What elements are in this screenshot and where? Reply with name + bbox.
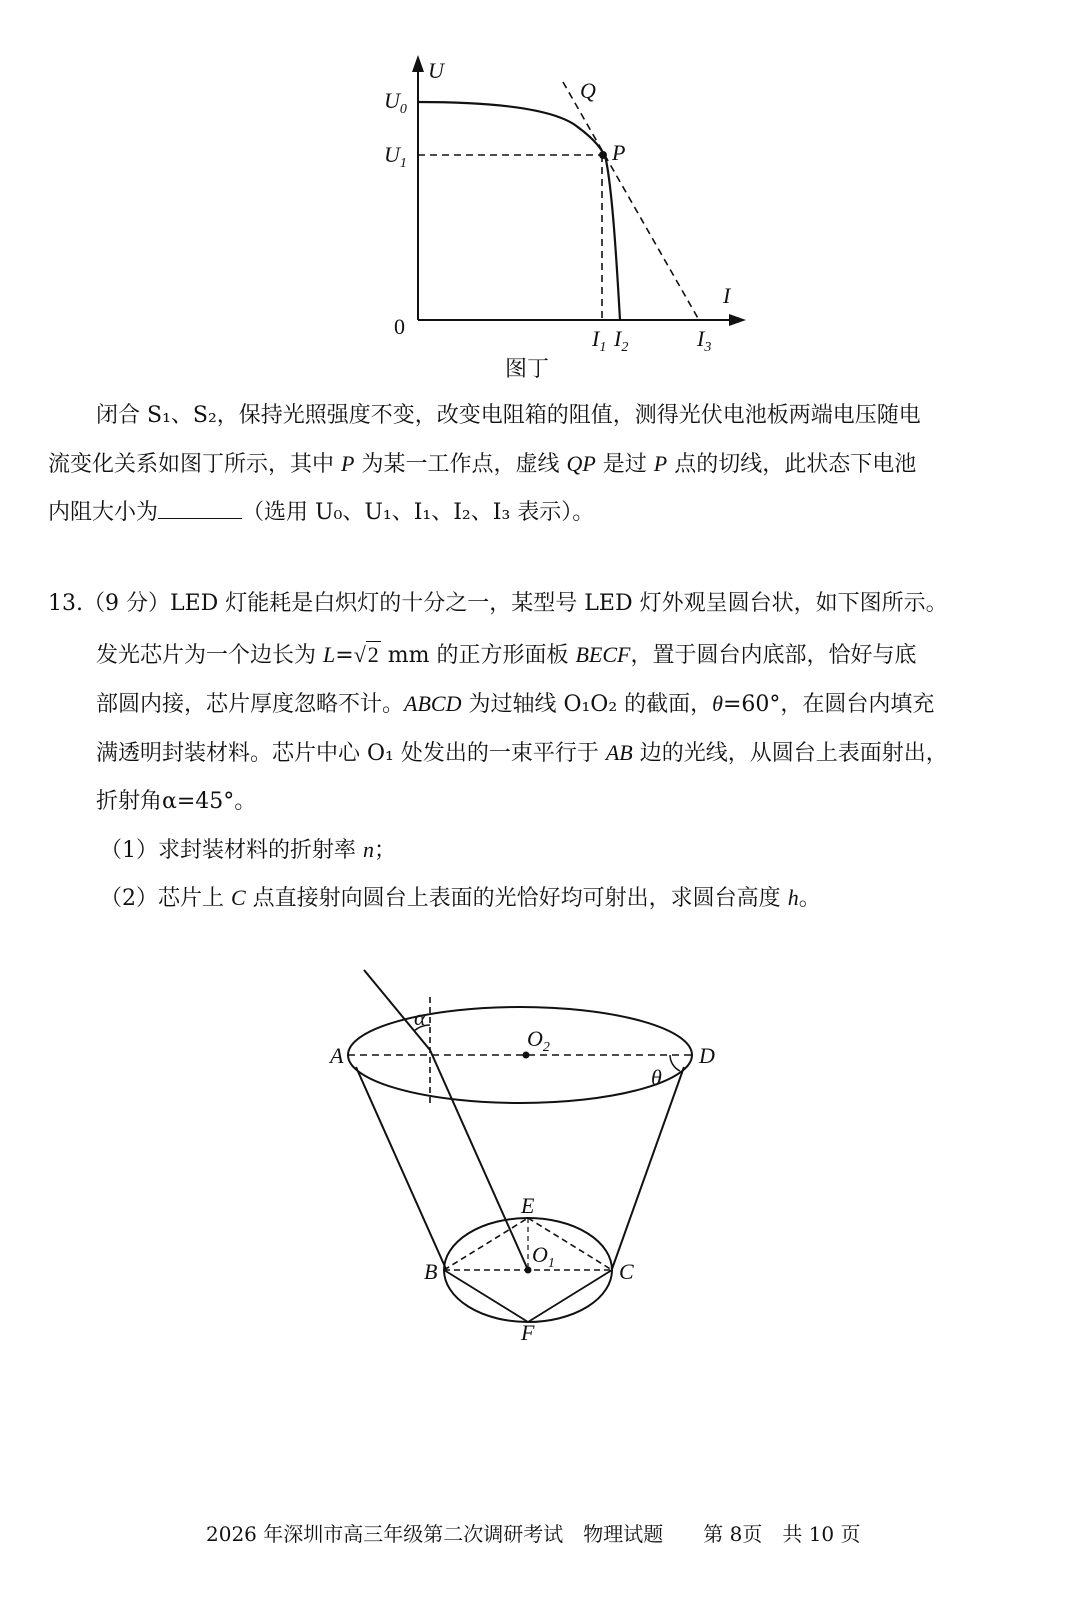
label-alpha: α [414,1005,426,1030]
frustum-figure [0,955,1080,1375]
graph-caption: 图丁 [505,357,550,382]
side-dc [612,1067,684,1269]
i3-label: $I_3$ [697,326,712,355]
q13-line-3 [96,690,934,719]
q13-var-ab: AB [605,740,633,765]
u-axis-label: U [428,58,444,83]
q13-var-abcd: ABCD [404,691,462,716]
label-o2: $O_2$ [527,1026,550,1055]
q13-line-2 [96,641,916,670]
light-ray-inside [430,1050,528,1270]
q12-var-p: P [341,451,355,476]
q13-var-n: n [363,837,374,862]
label-d: D [699,1043,715,1068]
sqrt-radicand: 2 [367,642,379,667]
q-label: Q [580,78,596,103]
q13-sub-2 [100,884,821,913]
tangent-qp [563,82,699,320]
q12-text: 内阻大小为 [48,500,159,525]
label-e: E [521,1193,535,1218]
q12-text: 是过 [595,452,654,477]
theta-arc [670,1055,680,1071]
q13-text: = [335,643,354,668]
p-label: P [612,140,626,165]
answer-blank[interactable] [158,500,242,519]
u-axis-arrow-icon [412,55,424,72]
q13-var-l: L [323,642,336,667]
q13-line-1: 13.（9 分）LED 灯能耗是白炽灯的十分之一，某型号 LED 灯外观呈圆台状，如下图所示。 [48,591,948,616]
q12-var-qp: QP [566,451,596,476]
u1-label: $U_1$ [384,142,407,171]
label-b: B [424,1259,438,1284]
q13-text: ； [374,838,397,863]
q12-line-3 [48,499,594,527]
q13-line-5: 折射角α=45°。 [96,789,257,814]
q13-text: 部圆内接，芯片厚度忽略不计。 [96,692,405,717]
point-o1 [525,1267,532,1274]
q12-line-2 [48,450,916,479]
i2-label: $I_2$ [614,326,629,355]
label-o1: $O_1$ [532,1242,555,1271]
label-f: F [521,1320,535,1345]
q13-text: mm 的正方形面板 [380,643,576,668]
q13-text: 满透明封装材料。芯片中心 O₁ 处发出的一束平行于 [96,741,606,766]
page-footer: 2026 年深圳市高三年级第二次调研考试 物理试题 第 8页 共 10 页 [206,1522,861,1546]
q12-text: 流变化关系如图丁所示，其中 [48,452,341,477]
label-c: C [619,1259,634,1284]
point-o2 [523,1052,530,1059]
origin-label: 0 [394,314,405,339]
q13-text: 边的光线，从圆台上表面射出， [632,741,948,766]
point-p [599,151,607,159]
q13-text: 发光芯片为一个边长为 [96,643,323,668]
q13-text: （1）求封装材料的折射率 [100,838,363,863]
q12-var-p: P [653,451,668,476]
q12-text: 为某一工作点，虚线 [354,452,567,477]
q13-var-becf: BECF [575,642,631,667]
q13-text: 为过轴线 O₁O₂ 的截面， [461,692,713,717]
label-a: A [330,1043,344,1068]
q13-text: （2）芯片上 [100,886,231,911]
q13-text: =60°，在圆台内填充 [722,692,935,717]
q13-text: 点直接射向圆台上表面的光恰好均可射出，求圆台高度 [245,886,788,911]
q13-line-4 [96,739,948,768]
q13-text: ，置于圆台内底部，恰好与底 [630,643,917,668]
ui-curve [418,102,620,320]
q13-sub-1 [100,836,396,865]
i-axis-arrow-icon [729,314,746,326]
q13-text: 。 [798,886,821,911]
i1-label: $I_1$ [592,326,607,355]
q12-text: 点的切线，此状态下电池 [667,452,917,477]
q13-var-theta: θ [712,691,723,716]
u0-label: $U_0$ [384,88,407,117]
q13-var-h: h [787,885,799,910]
q13-var-c: C [231,885,246,910]
i-axis-label: I [723,283,731,308]
q12-line-1: 闭合 S₁、S₂，保持光照强度不变，改变电阻箱的阻值，测得光伏电池板两端电压随电 [96,403,921,428]
sqrt-symbol: √2 [353,642,379,667]
ui-graph [0,0,1080,380]
label-theta: θ [651,1065,662,1090]
q12-text: （选用 U₀、U₁、I₁、I₂、I₃ 表示）。 [242,500,595,525]
